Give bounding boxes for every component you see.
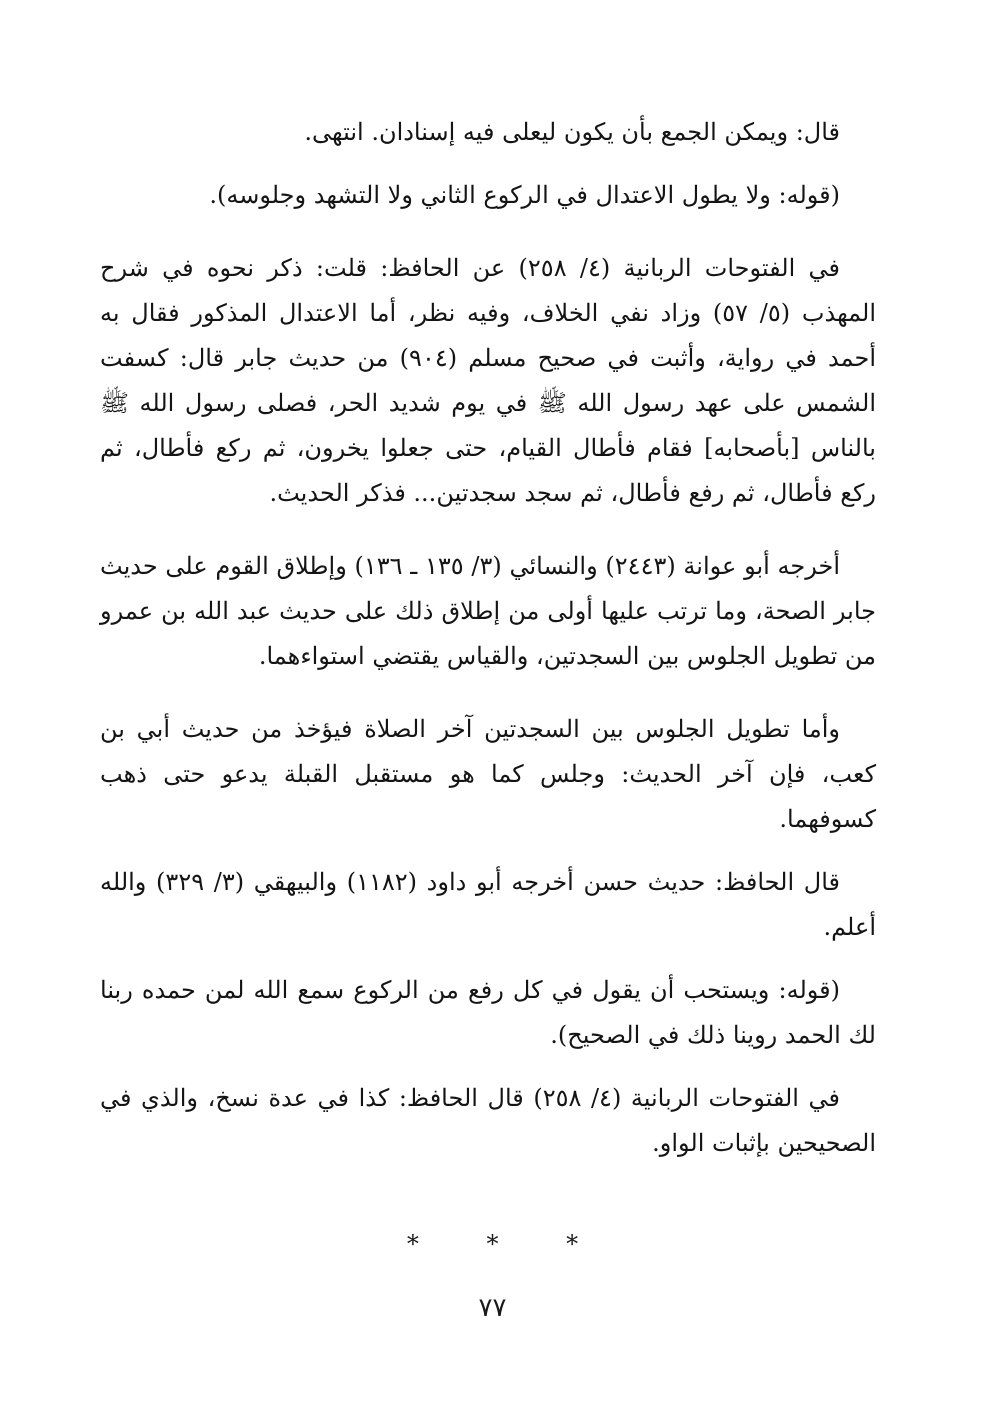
paragraph-5: وأما تطويل الجلوس بين السجدتين آخر الصلاة فيؤخذ من حديث أبي بن كعب، فإن آخر الحديث: وجلس كما هو مستقبل القبلة يدعو حتى ذهب كسوفهما. bbox=[100, 715, 876, 833]
paragraph-7: (قوله: ويستحب أن يقول في كل رفع من الركوع سمع الله لمن حمده ربنا لك الحمد روينا ذلك في الصحيح). bbox=[100, 976, 876, 1049]
paragraph-3: في الفتوحات الربانية (٤/ ٢٥٨) عن الحافظ: قلت: ذكر نحوه في شرح المهذب (٥/ ٥٧) وزاد نفي الخلاف، وفيه نظر، أما الاعتدال المذكور فقال به أحمد في رواية، وأثبت في صحيح مسلم (٩٠٤) من حديث جابر قال: كسفت الشمس على عهد رسول الله ﷺ في يوم شديد الحر، فصلى رسول الله ﷺ بالناس [بأصحابه] فقام فأطال القيام، حتى جعلوا يخرون، ثم ركع فأطال، ثم ركع فأطال، ثم رفع فأطال، ثم سجد سجدتين... فذكر الحديث. bbox=[100, 254, 877, 507]
section-separator: * * * bbox=[406, 1230, 609, 1258]
page-body bbox=[100, 110, 876, 1166]
paragraph-4: أخرجه أبو عوانة (٢٤٤٣) والنسائي (٣/ ١٣٥ ـ ١٣٦) وإطلاق القوم على حديث جابر الصحة، وما ترتب عليها أولى من إطلاق ذلك على حديث عبد الله بن عمرو من تطويل الجلوس بين السجدتين، والقياس يقتضي استواءهما. bbox=[100, 552, 876, 670]
paragraph-8: في الفتوحات الربانية (٤/ ٢٥٨) قال الحافظ: كذا في عدة نسخ، والذي في الصحيحين بإثبات الواو. bbox=[100, 1084, 876, 1157]
paragraph-2: (قوله: ولا يطول الاعتدال في الركوع الثاني ولا التشهد وجلوسه). bbox=[209, 181, 840, 209]
paragraph-6: قال الحافظ: حديث حسن أخرجه أبو داود (١١٨٢) والبيهقي (٣/ ٣٢٩) والله أعلم. bbox=[100, 868, 876, 941]
paragraph-1: قال: ويمكن الجمع بأن يكون ليعلى فيه إسنادان. انتهى. bbox=[304, 118, 840, 146]
page-number: ٧٧ bbox=[478, 1293, 507, 1323]
